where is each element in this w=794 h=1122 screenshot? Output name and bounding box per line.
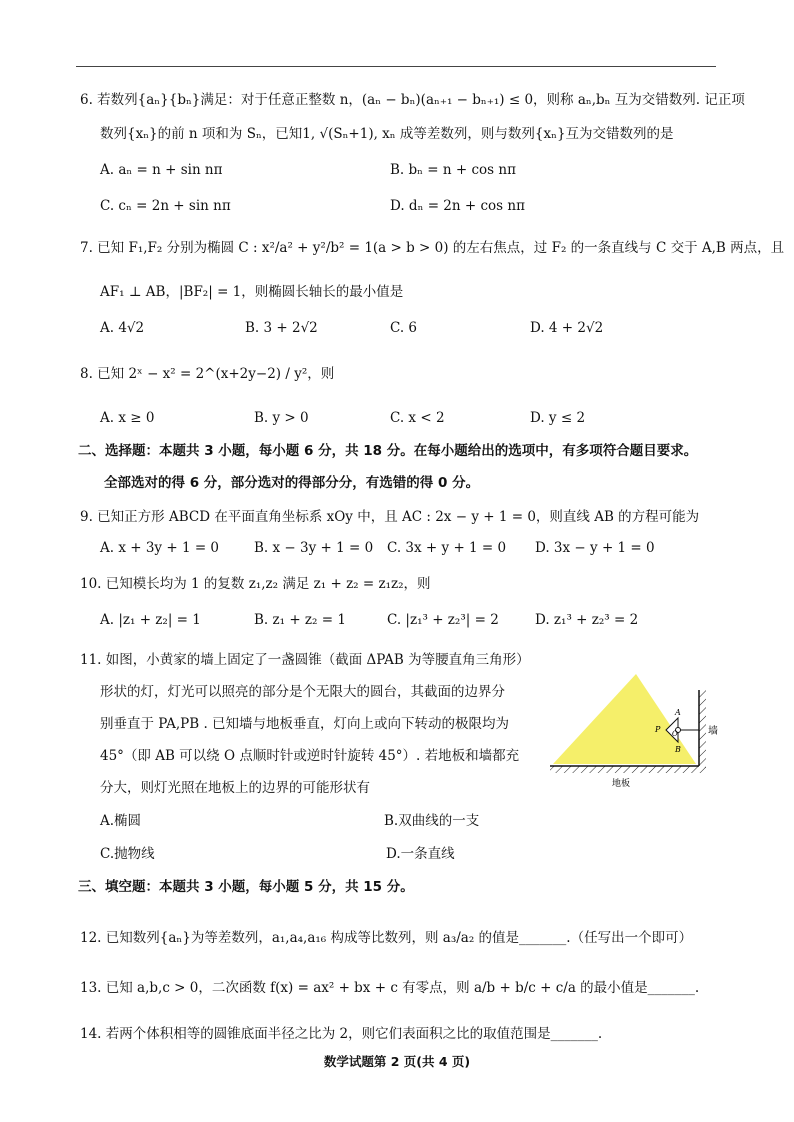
q7-line1: 7. 已知 F₁,F₂ 分别为椭圆 C : x²/a² + y²/b² = 1(a > b > 0) 的左右焦点，过 F₂ 的一条直线与 C 交于 A,B 两点，且 bbox=[80, 240, 785, 256]
q11-option-a[interactable]: A.椭圆 bbox=[100, 813, 142, 829]
q11-line5: 分大，则灯光照在地板上的边界的可能形状有 bbox=[100, 780, 370, 796]
label-floor: 地板 bbox=[612, 779, 631, 789]
q9-option-a[interactable]: A. x + 3y + 1 = 0 bbox=[100, 540, 220, 556]
q6-option-c[interactable]: C. cₙ = 2n + sin nπ bbox=[100, 198, 231, 214]
lamp-figure bbox=[548, 670, 723, 790]
q6-option-a[interactable]: A. aₙ = n + sin nπ bbox=[100, 162, 223, 178]
q11-line2: 形状的灯，灯光可以照亮的部分是个无限大的圆台，其截面的边界分 bbox=[100, 684, 505, 700]
section-2-note: 全部选对的得 6 分，部分选对的得部分分，有选错的得 0 分。 bbox=[104, 475, 480, 491]
q9-option-d[interactable]: D. 3x − y + 1 = 0 bbox=[535, 540, 655, 556]
q11-option-d[interactable]: D.一条直线 bbox=[386, 846, 455, 862]
q10-option-b[interactable]: B. z₁ + z₂ = 1 bbox=[254, 612, 346, 628]
q8-option-d[interactable]: D. y ≤ 2 bbox=[530, 410, 586, 426]
q13-line1: 13. 已知 a,b,c > 0，二次函数 f(x) = ax² + bx + c 有零点，则 a/b + b/c + c/a 的最小值是_______. bbox=[80, 980, 700, 996]
q11-line1: 11. 如图，小黄家的墙上固定了一盏圆锥（截面 ΔPAB 为等腰直角三角形） bbox=[80, 652, 530, 668]
header-rule bbox=[76, 66, 716, 67]
label-p: P bbox=[655, 725, 661, 734]
q7-line2: AF₁ ⊥ AB，|BF₂| = 1，则椭圆长轴长的最小值是 bbox=[100, 284, 404, 300]
q7-option-d[interactable]: D. 4 + 2√2 bbox=[530, 320, 604, 336]
q6-line2: 数列{xₙ}的前 n 项和为 Sₙ，已知1, √(Sₙ+1), xₙ 成等差数列，则与数列{xₙ}互为交错数列的是 bbox=[100, 126, 674, 142]
section-2-heading: 二、选择题：本题共 3 小题，每小题 6 分，共 18 分。在每小题给出的选项中，有多项符合题目要求。 bbox=[78, 443, 698, 459]
q7-option-c[interactable]: C. 6 bbox=[390, 320, 418, 336]
label-b: B bbox=[675, 745, 681, 754]
q7-option-b[interactable]: B. 3 + 2√2 bbox=[245, 320, 318, 336]
q10-option-c[interactable]: C. |z₁³ + z₂³| = 2 bbox=[387, 612, 499, 628]
q11-line3: 别垂直于 PA,PB . 已知墙与地板垂直，灯向上或向下转动的极限均为 bbox=[100, 716, 510, 732]
q8-option-c[interactable]: C. x < 2 bbox=[390, 410, 445, 426]
q10-option-a[interactable]: A. |z₁ + z₂| = 1 bbox=[100, 612, 201, 628]
q6-option-d[interactable]: D. dₙ = 2n + cos nπ bbox=[390, 198, 525, 214]
q7-option-a[interactable]: A. 4√2 bbox=[100, 320, 145, 336]
q14-line1: 14. 若两个体积相等的圆锥底面半径之比为 2，则它们表面积之比的取值范围是_______. bbox=[80, 1026, 603, 1042]
label-o: O bbox=[672, 730, 678, 738]
q6-line1: 6. 若数列{aₙ}{bₙ}满足：对于任意正整数 n，(aₙ − bₙ)(aₙ₊₁ − bₙ₊₁) ≤ 0，则称 aₙ,bₙ 互为交错数列. 记正项 bbox=[80, 92, 745, 108]
wall-hatch bbox=[699, 690, 706, 768]
q8-option-a[interactable]: A. x ≥ 0 bbox=[100, 410, 155, 426]
q11-option-c[interactable]: C.抛物线 bbox=[100, 846, 155, 862]
q12-line1: 12. 已知数列{aₙ}为等差数列，a₁,a₄,a₁₆ 构成等比数列，则 a₃/a₂ 的值是_______.（任写出一个即可） bbox=[80, 930, 693, 946]
q10-line1: 10. 已知模长均为 1 的复数 z₁,z₂ 满足 z₁ + z₂ = z₁z₂，则 bbox=[80, 576, 431, 592]
q9-line1: 9. 已知正方形 ABCD 在平面直角坐标系 xOy 中，且 AC : 2x − y + 1 = 0，则直线 AB 的方程可能为 bbox=[80, 509, 700, 525]
floor-hatch bbox=[550, 766, 706, 773]
q6-option-b[interactable]: B. bₙ = n + cos nπ bbox=[390, 162, 516, 178]
section-3-heading: 三、填空题：本题共 3 小题，每小题 5 分，共 15 分。 bbox=[78, 879, 414, 895]
q10-option-d[interactable]: D. z₁³ + z₂³ = 2 bbox=[535, 612, 639, 628]
q8-line1: 8. 已知 2ˣ − x² = 2^(x+2y−2) / y²，则 bbox=[80, 366, 335, 382]
q9-option-b[interactable]: B. x − 3y + 1 = 0 bbox=[254, 540, 374, 556]
label-wall: 墙 bbox=[708, 726, 718, 737]
label-a: A bbox=[675, 708, 681, 717]
page-footer: 数学试题第 2 页(共 4 页) bbox=[323, 1054, 471, 1069]
q11-option-b[interactable]: B.双曲线的一支 bbox=[384, 813, 480, 829]
q9-option-c[interactable]: C. 3x + y + 1 = 0 bbox=[387, 540, 507, 556]
q11-line4: 45°（即 AB 可以绕 O 点顺时针或逆时针旋转 45°）. 若地板和墙都充 bbox=[100, 748, 520, 764]
q8-option-b[interactable]: B. y > 0 bbox=[254, 410, 309, 426]
